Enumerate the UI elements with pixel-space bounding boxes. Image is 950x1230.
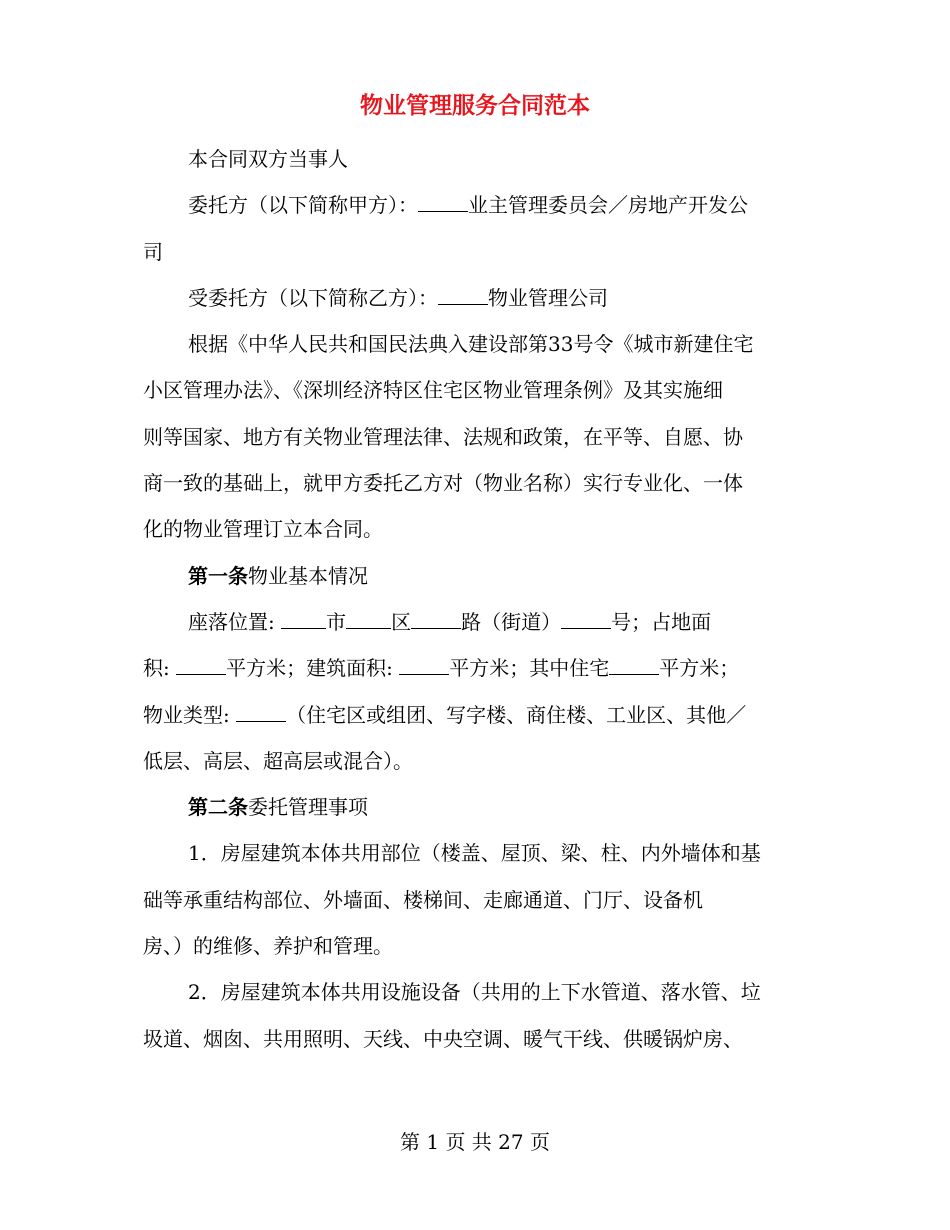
blank-field (399, 654, 449, 675)
party-b-suffix: 物业管理公司 (488, 285, 608, 310)
blank-field (411, 608, 461, 629)
item-2-line: 圾道、烟囱、共用照明、天线、中央空调、暖气干线、供暖锅炉房、 (143, 1026, 743, 1051)
party-a-wrap: 司 (143, 239, 163, 264)
blank-field (176, 654, 226, 675)
document-title: 物业管理服务合同范本 (360, 92, 590, 119)
item-1-line: 房、）的维修、养护和管理。 (143, 934, 393, 959)
blank-field (281, 608, 326, 629)
blank-field (609, 654, 659, 675)
party-a-suffix: 业主管理委员会／房地产开发公 (468, 193, 748, 218)
basis-line: 化的物业管理订立本合同。 (143, 517, 383, 542)
blank-field (236, 701, 286, 722)
party-a-prefix: 委托方（以下简称甲方）： (188, 193, 418, 218)
blank-field (561, 608, 611, 629)
area-unit-3: 平方米； (659, 656, 740, 681)
location-road-label: 路（街道） (461, 609, 562, 634)
article-2-title: 委托管理事项 (248, 795, 368, 820)
parties-heading: 本合同双方当事人 (188, 147, 348, 171)
basis-line: 商一致的基础上，就甲方委托乙方对（物业名称）实行专业化、一体 (143, 471, 743, 496)
document-body (143, 136, 808, 1062)
article-1-heading (143, 553, 808, 599)
area-line (143, 645, 808, 691)
area-unit-2: 平方米；其中住宅 (449, 656, 610, 681)
basis-line: 根据《中华人民共和国民法典入建设部第33号令《城市新建住宅 (188, 332, 754, 357)
area-prefix: 积: (143, 656, 170, 681)
area-unit-1: 平方米；建筑面积: (226, 656, 393, 681)
party-b-line (143, 275, 808, 321)
type-options: （住宅区或组团、写字楼、商住楼、工业区、其他／ (286, 702, 747, 727)
blank-field (346, 608, 391, 629)
blank-field (418, 191, 468, 212)
party-a-line (143, 182, 808, 228)
blank-field (438, 284, 488, 305)
basis-line: 小区管理办法》、《深圳经济特区住宅区物业管理条例》及其实施细 (143, 378, 723, 403)
type-line-2: 低层、高层、超高层或混合）。 (143, 748, 413, 773)
party-b-prefix: 受委托方（以下简称乙方）： (188, 285, 438, 310)
article-2-label: 第二条 (188, 795, 248, 820)
location-city-label: 市 (326, 609, 347, 634)
type-prefix: 物业类型: (143, 702, 230, 727)
article-1-label: 第一条 (188, 563, 248, 588)
location-number-label: 号；占地面 (611, 609, 712, 634)
location-prefix: 座落位置: (188, 609, 275, 634)
item-2-line: 2．房屋建筑本体共用设施设备（共用的上下水管道、落水管、垃 (188, 980, 761, 1005)
article-2-heading (143, 784, 808, 830)
item-1-line: 1．房屋建筑本体共用部位（楼盖、屋顶、梁、柱、内外墙体和基 (188, 841, 761, 866)
page-footer: 第 1 页 共 27 页 (400, 1130, 550, 1154)
location-line (143, 599, 808, 645)
item-1-line: 础等承重结构部位、外墙面、楼梯间、走廊通道、门厅、设备机 (143, 887, 703, 912)
type-line (143, 692, 808, 738)
location-district-label: 区 (391, 609, 412, 634)
article-1-title: 物业基本情况 (248, 563, 368, 588)
basis-line: 则等国家、地方有关物业管理法律、法规和政策，在平等、自愿、协 (143, 424, 743, 449)
